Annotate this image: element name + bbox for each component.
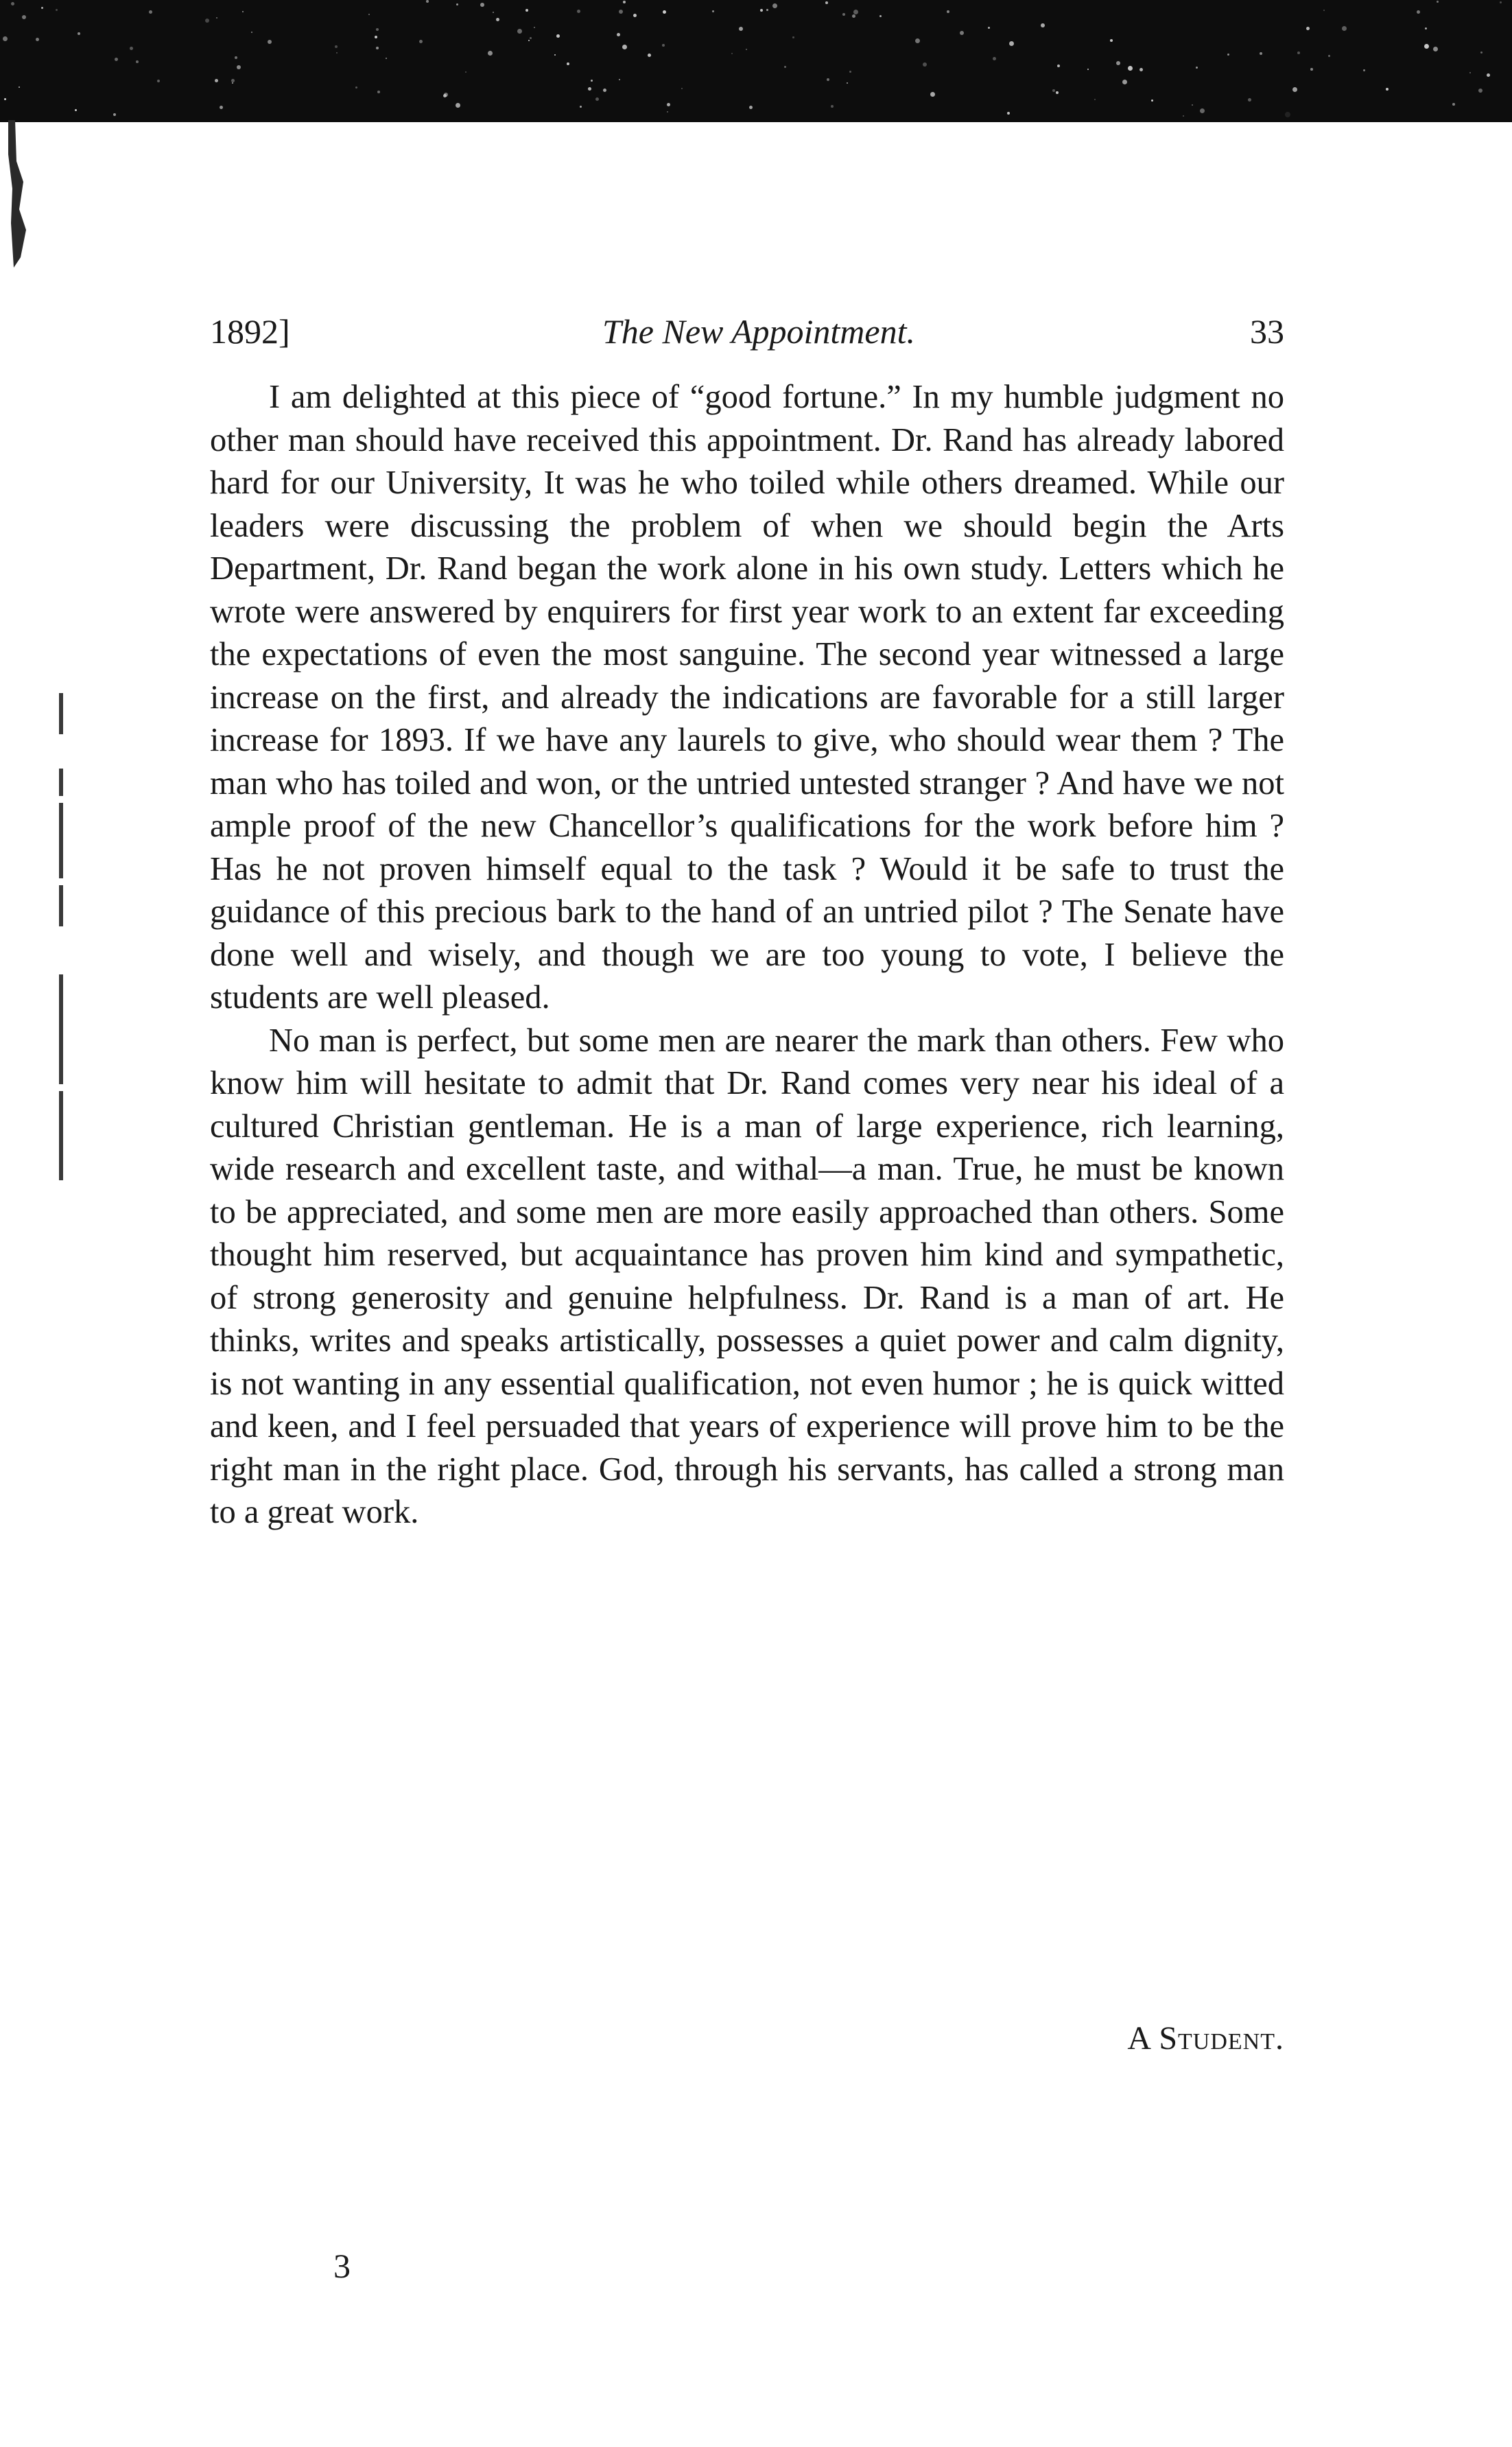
scan-speck (567, 62, 569, 65)
paragraph: No man is perfect, but some men are nearer the mark than others. Few who know him will hesitate to admit that Dr. Rand comes very near his ideal of a cultured Christian gentleman. He is a man of large experience, rich learning, wide research and excellent taste, and withal—a man. True, he must be known to be appreciated, and some men are more easily approached than others. Some thought him reserved, but acquaintance has proven him kind and sympathetic, of strong generosity and genuine helpfulness. Dr. Rand is a man of art. He thinks, writes and speaks artistically, possesses a quiet power and calm dignity, is not wanting in any essential qualification, not even humor ; he is quick witted and keen, and I feel persuaded that years of experience will prove him to be the right man in the right place. God, through his servants, has called a strong man to a great work. (210, 1022, 1284, 1530)
scan-speck (534, 27, 535, 28)
scan-speck (739, 27, 743, 31)
scan-speck (663, 10, 666, 14)
scan-speck (149, 10, 152, 14)
scan-speck (136, 60, 139, 63)
scan-speck (667, 103, 670, 106)
scan-speck (1200, 108, 1205, 113)
margin-mark (59, 1091, 63, 1180)
scan-speck (784, 66, 786, 68)
scan-speck (220, 106, 223, 109)
scan-speck (1424, 44, 1429, 49)
scan-speck (993, 57, 996, 60)
scan-speck (619, 10, 623, 14)
scan-speck (648, 54, 651, 57)
scan-speck (1306, 27, 1310, 30)
scan-speck (130, 47, 133, 50)
scan-speck (426, 0, 429, 3)
scan-speck (115, 58, 118, 61)
scan-speck (1139, 68, 1143, 71)
scan-speck (1433, 47, 1438, 51)
scan-speck (78, 32, 80, 35)
scan-speck (556, 34, 560, 38)
scan-speck (1192, 104, 1193, 106)
scan-speck (419, 40, 423, 43)
scan-speck (623, 1, 626, 3)
scan-speck (930, 92, 935, 97)
scan-speck (1386, 88, 1389, 91)
scan-speck (1437, 1, 1439, 3)
article-body (210, 376, 1284, 1534)
scan-speck (376, 47, 379, 49)
scan-speck (4, 98, 6, 100)
scan-speck (456, 103, 460, 108)
scan-speck (232, 82, 233, 84)
scan-speck (1469, 72, 1471, 73)
margin-mark (59, 769, 63, 796)
scan-speck (712, 10, 714, 12)
scan-speck (853, 10, 858, 14)
scan-speck (1128, 66, 1133, 71)
scan-speck (1260, 52, 1262, 55)
page-number: 33 (1250, 312, 1284, 351)
scan-speck (591, 80, 593, 82)
scan-speck (517, 29, 522, 34)
scan-speck (22, 15, 26, 19)
scan-speck (1110, 39, 1113, 42)
scan-speck (1480, 51, 1483, 54)
running-head-title: The New Appointment. (602, 312, 915, 351)
scan-speck (1478, 89, 1483, 93)
scan-speck (235, 56, 237, 59)
scan-speck (375, 36, 377, 38)
scan-speck (580, 106, 582, 108)
scan-speck (480, 3, 484, 7)
margin-mark (59, 974, 63, 1084)
scan-speck (879, 15, 882, 17)
scan-speck (493, 12, 494, 13)
scan-speck (1009, 41, 1014, 46)
scan-speck (496, 18, 499, 21)
scan-speck (1310, 68, 1313, 71)
scan-speck (595, 97, 599, 101)
scan-speck (622, 45, 627, 49)
scan-speck (1056, 91, 1059, 94)
scan-speck (772, 3, 777, 8)
scan-speck (749, 106, 753, 109)
scan-speck (3, 36, 8, 41)
scan-speck (988, 27, 990, 29)
scan-speck (268, 40, 272, 44)
scan-speck (1417, 10, 1420, 14)
scan-speck (215, 79, 218, 82)
scan-speck (1500, 1, 1502, 3)
scan-speck (1285, 112, 1290, 117)
scan-speck (603, 89, 606, 92)
scan-speck (1151, 99, 1153, 102)
margin-mark (59, 803, 63, 878)
scan-speck (355, 86, 357, 89)
scan-speck (465, 71, 466, 73)
scan-speck (488, 51, 493, 56)
scan-speck (41, 7, 43, 9)
scan-speck (1087, 69, 1089, 70)
scan-speck (760, 9, 763, 12)
scan-speck (1248, 98, 1251, 102)
scan-speck (11, 2, 14, 5)
scan-speck (662, 44, 665, 47)
scan-speck (1116, 61, 1120, 65)
scan-speck (667, 111, 668, 113)
scan-speck (216, 17, 217, 19)
scan-speck (1363, 69, 1365, 71)
scan-speck (852, 14, 855, 18)
scan-speck (831, 105, 834, 108)
scan-speck (746, 49, 747, 50)
scan-speck (1452, 103, 1455, 106)
scan-speck (619, 79, 620, 80)
scan-border-strip (0, 0, 1512, 122)
scan-speck (376, 28, 379, 31)
scan-speck (456, 3, 458, 5)
running-head (210, 301, 1284, 362)
scan-speck (849, 71, 851, 73)
scan-speck (731, 53, 733, 54)
scan-speck (1122, 80, 1127, 84)
scan-speck (588, 87, 591, 91)
scan-speck (1342, 26, 1347, 31)
scan-speck (19, 86, 20, 88)
scan-speck (530, 37, 532, 39)
scan-speck (525, 9, 528, 12)
margin-mark (59, 693, 63, 734)
scan-speck (923, 62, 927, 67)
scan-speck (1094, 99, 1096, 100)
scan-speck (36, 38, 39, 41)
running-head-year: 1892] (210, 312, 290, 351)
scan-speck (1052, 89, 1055, 92)
scan-speck (75, 109, 77, 111)
scan-speck (960, 31, 964, 35)
scan-speck (1183, 115, 1184, 117)
scan-speck (377, 91, 380, 93)
scan-speck (231, 79, 235, 82)
scan-speck (113, 113, 116, 116)
scan-speck (847, 82, 848, 84)
scan-speck (528, 40, 530, 41)
signature-mark: 3 (333, 2247, 351, 2285)
scan-speck (1196, 67, 1198, 69)
margin-mark (59, 885, 63, 926)
scan-edge-artifact (5, 120, 33, 271)
scan-speck (251, 32, 252, 33)
scan-speck (1487, 73, 1490, 77)
scan-speck (386, 58, 387, 59)
scan-speck (1292, 87, 1297, 92)
scan-speck (633, 14, 637, 17)
scan-speck (1328, 55, 1330, 57)
author-signature: A Student. (1127, 2020, 1284, 2057)
scan-speck (1323, 10, 1325, 11)
scan-speck (1227, 54, 1229, 56)
scan-speck (368, 14, 370, 15)
scan-speck (1041, 23, 1045, 27)
paragraph: I am delighted at this piece of “good fortune.” In my humble judgment no other man should have received this appointment. Dr. Rand has already labored hard for our University, It was he who toiled while others dreamed. While our leaders were discussing the problem of when we should begin the Arts Department, Dr. Rand began the work alone in his own study. Letters which he wrote were answered by enquirers for first year work to an extent far exceeding the expectations of even the most sanguine. The second year witnessed a large increase on the first, and already the indications are favorable for a still larger increase for 1893. If we have any laurels to give, who should wear them ? The man who has toiled and won, or the untried untested stranger ? And have we not ample proof of the new Chancellor’s qualifications for the work before him ? Has he not proven himself equal to the task ? Would it be safe to trust the guidance of this precious bark to the hand of an untried pilot ? The Senate have done well and wisely, and though we are too young to vote, I believe the students are well pleased. (210, 379, 1284, 1016)
scan-speck (842, 13, 845, 16)
scan-speck (827, 78, 829, 81)
scan-speck (237, 65, 241, 69)
scan-speck (554, 54, 556, 56)
scan-speck (56, 9, 58, 11)
scan-speck (577, 10, 580, 13)
scan-speck (1297, 51, 1300, 54)
scan-speck (335, 45, 338, 48)
scan-speck (766, 9, 768, 11)
scan-speck (947, 10, 949, 13)
scan-speck (205, 19, 209, 23)
scan-speck (242, 11, 244, 12)
scan-speck (825, 1, 828, 4)
scan-speck (1007, 112, 1010, 115)
scan-speck (157, 80, 160, 82)
scan-speck (915, 38, 920, 43)
scan-speck (617, 33, 620, 36)
scan-speck (336, 52, 338, 54)
scan-speck (443, 94, 447, 97)
scan-speck (792, 36, 794, 38)
scan-speck (1057, 65, 1060, 67)
scan-speck (1425, 27, 1427, 30)
scan-speck (681, 88, 683, 89)
